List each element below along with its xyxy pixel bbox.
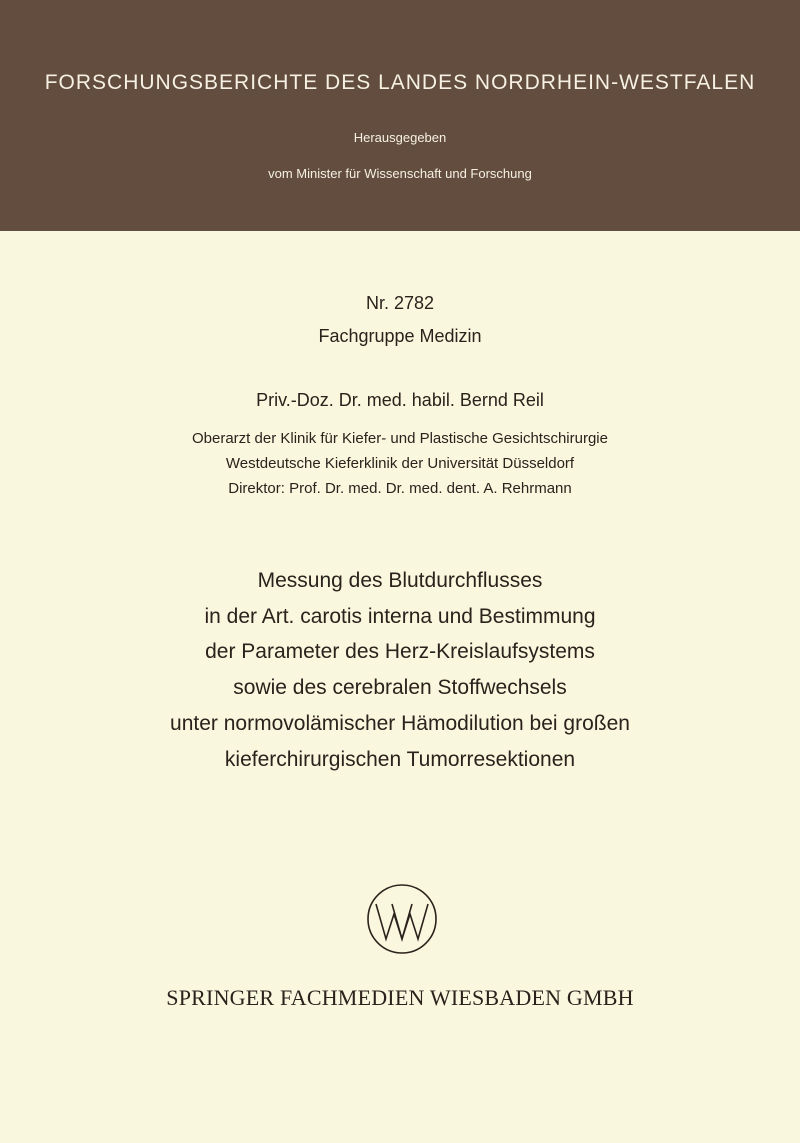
book-title-line: Messung des Blutdurchflusses — [257, 569, 543, 592]
book-title-line: in der Art. carotis interna und Bestimmung — [204, 604, 596, 628]
author-name: Priv.-Doz. Dr. med. habil. Bernd Reil — [256, 390, 544, 410]
editor-name: vom Minister für Wissenschaft und Forschung — [268, 166, 532, 181]
volume-number: Nr. 2782 — [365, 293, 435, 313]
book-title — [0, 563, 800, 777]
author-affiliation-line: Oberarzt der Klinik für Kiefer- und Plastische Gesichtschirurgie — [191, 430, 608, 447]
author-affiliation-line: Westdeutsche Kieferklinik der Universität Düsseldorf — [225, 455, 575, 472]
subject-group: Fachgruppe Medizin — [318, 326, 482, 346]
publisher-logo-icon — [366, 883, 438, 955]
author-affiliation-line: Direktor: Prof. Dr. med. Dr. med. dent. A. Rehrmann — [228, 480, 572, 497]
book-title-line: der Parameter des Herz-Kreislaufsystems — [205, 640, 595, 664]
editor-label: Herausgegeben — [353, 130, 447, 145]
publisher-name: SPRINGER FACHMEDIEN WIESBADEN GMBH — [166, 985, 634, 1010]
series-header-band — [0, 0, 800, 231]
book-title-line: kieferchirurgischen Tumorresektionen — [224, 747, 576, 771]
book-title-line: sowie des cerebralen Stoffwechsels — [233, 676, 567, 700]
series-title: FORSCHUNGSBERICHTE DES LANDES NORDRHEIN-WESTFALEN — [44, 71, 756, 94]
book-title-line: unter normovolämischer Hämodilution bei großen — [170, 711, 630, 735]
